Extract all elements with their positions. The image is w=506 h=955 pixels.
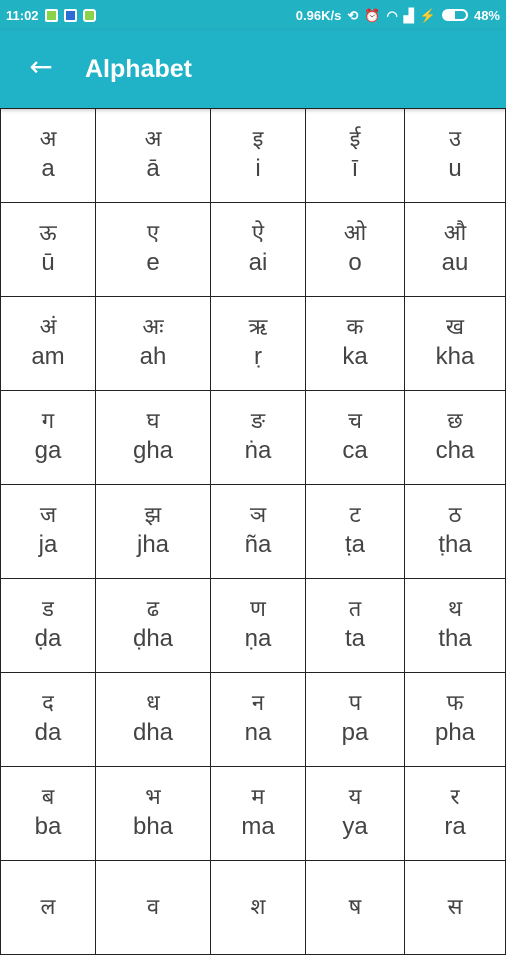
letter-cell[interactable] [306,673,405,767]
letter-cell[interactable] [211,673,306,767]
devanagari-letter: प [348,690,362,716]
letter-cell[interactable] [0,109,96,203]
transliteration: ma [241,812,275,840]
transliteration: ṇa [244,624,272,652]
letter-cell[interactable] [96,109,211,203]
charging-icon: ⚡ [419,7,436,23]
letter-cell[interactable] [96,673,211,767]
back-arrow-icon[interactable]: ← [29,50,53,83]
letter-cell[interactable] [211,767,306,861]
letter-cell[interactable] [211,579,306,673]
alarm-icon: ⏰ [364,7,381,23]
devanagari-letter: फ [446,690,464,716]
devanagari-letter: ख [446,314,464,340]
devanagari-letter: छ [447,408,463,434]
letter-cell[interactable] [306,109,405,203]
transliteration: ī [351,154,359,182]
transliteration: pha [434,718,476,746]
letter-cell[interactable] [405,767,506,861]
transliteration: ṭha [438,530,472,558]
letter-cell[interactable] [306,203,405,297]
transliteration: i [255,154,261,182]
devanagari-letter: ध [146,690,160,716]
transliteration: dha [132,718,174,746]
devanagari-letter: ज [39,502,57,528]
letter-cell[interactable] [96,203,211,297]
devanagari-letter: ण [250,596,266,622]
transliteration: ba [34,812,62,840]
letter-cell[interactable] [405,673,506,767]
devanagari-letter: ल [40,894,56,920]
letter-cell[interactable] [306,767,405,861]
letter-cell[interactable] [405,861,506,955]
transliteration: o [348,248,362,276]
transliteration: cha [435,436,475,464]
letter-cell[interactable] [0,673,96,767]
transliteration: ra [444,812,466,840]
devanagari-letter: थ [447,596,463,622]
devanagari-letter: च [348,408,362,434]
letter-cell[interactable] [405,297,506,391]
wifi-icon: ◠ [386,7,398,23]
devanagari-letter: इ [252,126,264,152]
transliteration: ḍha [132,624,174,652]
letter-cell[interactable] [211,297,306,391]
letter-cell[interactable] [405,579,506,673]
transliteration: ya [342,812,368,840]
devanagari-letter: ओ [343,220,367,246]
transliteration: ṛ [254,342,262,370]
devanagari-letter: औ [443,220,467,246]
devanagari-letter: उ [448,126,462,152]
transliteration: kha [435,342,475,370]
transliteration: ū [41,248,55,276]
letter-cell[interactable] [405,485,506,579]
devanagari-letter: य [348,784,362,810]
transliteration: ai [248,248,268,276]
devanagari-letter: द [42,690,54,716]
letter-cell[interactable] [306,485,405,579]
devanagari-letter: अ [144,126,162,152]
devanagari-letter: न [251,690,265,716]
transliteration: ā [146,154,160,182]
transliteration: ta [344,624,365,652]
devanagari-letter: अं [39,314,57,340]
alphabet-grid [0,108,506,920]
network-speed: 0.96K/s [295,7,342,23]
battery-percent: 48% [473,7,500,23]
letter-cell[interactable] [0,579,96,673]
status-bar-left [6,0,96,30]
letter-cell[interactable] [96,861,211,955]
devanagari-letter: अ [39,126,57,152]
status-bar-right [296,0,500,30]
transliteration: da [34,718,62,746]
devanagari-letter: ऋ [248,314,268,340]
letter-cell[interactable] [96,391,211,485]
status-time: 11:02 [6,7,39,23]
devanagari-letter: ऐ [251,220,265,246]
letter-cell[interactable] [211,109,306,203]
letter-cell[interactable] [211,485,306,579]
notification-facebook-icon [64,9,77,22]
letter-cell[interactable] [0,297,96,391]
devanagari-letter: ए [146,220,160,246]
devanagari-letter: व [146,894,160,920]
transliteration: gha [132,436,174,464]
letter-cell[interactable] [96,579,211,673]
devanagari-letter: ढ [146,596,160,622]
transliteration: ṅa [244,436,272,464]
transliteration: ga [34,436,62,464]
devanagari-letter: भ [145,784,161,810]
transliteration: ḍa [34,624,62,652]
transliteration: ca [342,436,368,464]
devanagari-letter: ट [349,502,361,528]
devanagari-letter: अः [142,314,164,340]
devanagari-letter: स [447,894,463,920]
signal-icon: ▟ [403,7,414,23]
letter-cell[interactable] [96,297,211,391]
letter-cell[interactable] [405,391,506,485]
devanagari-letter: श [250,894,266,920]
devanagari-letter: ब [41,784,55,810]
transliteration: ña [244,530,272,558]
transliteration: tha [438,624,472,652]
devanagari-letter: झ [144,502,162,528]
notification-android-icon [83,9,96,22]
devanagari-letter: म [251,784,265,810]
devanagari-letter: ग [41,408,55,434]
devanagari-letter: ष [348,894,362,920]
letter-cell[interactable] [0,861,96,955]
battery-icon [442,9,468,21]
letter-cell[interactable] [0,767,96,861]
notification-app-icon [45,9,58,22]
letter-cell[interactable] [211,391,306,485]
alphabet-grid-inner [0,109,506,955]
devanagari-letter: क [346,314,364,340]
letter-cell[interactable] [306,391,405,485]
transliteration: ṭa [344,530,365,558]
app-bar [0,30,506,108]
letter-cell[interactable] [211,203,306,297]
letter-cell[interactable] [0,203,96,297]
transliteration: ah [139,342,167,370]
devanagari-letter: ञ [249,502,267,528]
letter-cell[interactable] [405,109,506,203]
transliteration: ja [38,530,58,558]
letter-cell[interactable] [405,203,506,297]
transliteration: e [146,248,160,276]
page-title: Alphabet [85,55,192,83]
letter-cell[interactable] [306,297,405,391]
sync-off-icon: ⟲ [347,7,359,23]
devanagari-letter: ड [42,596,54,622]
devanagari-letter: त [348,596,362,622]
devanagari-letter: ई [349,126,361,152]
transliteration: am [31,342,65,370]
letter-cell[interactable] [96,485,211,579]
devanagari-letter: र [450,784,460,810]
transliteration: bha [132,812,174,840]
letter-cell[interactable] [211,861,306,955]
letter-cell[interactable] [306,861,405,955]
transliteration: au [441,248,469,276]
status-bar [0,0,506,30]
transliteration: na [244,718,272,746]
transliteration: u [448,154,462,182]
letter-cell[interactable] [306,579,405,673]
transliteration: jha [136,530,170,558]
transliteration: pa [341,718,369,746]
devanagari-letter: ऊ [39,220,57,246]
devanagari-letter: घ [146,408,160,434]
transliteration: a [41,154,55,182]
letter-cell[interactable] [0,485,96,579]
letter-cell[interactable] [0,391,96,485]
transliteration: ka [342,342,368,370]
devanagari-letter: ङ [250,408,265,434]
letter-cell[interactable] [96,767,211,861]
devanagari-letter: ठ [448,502,462,528]
